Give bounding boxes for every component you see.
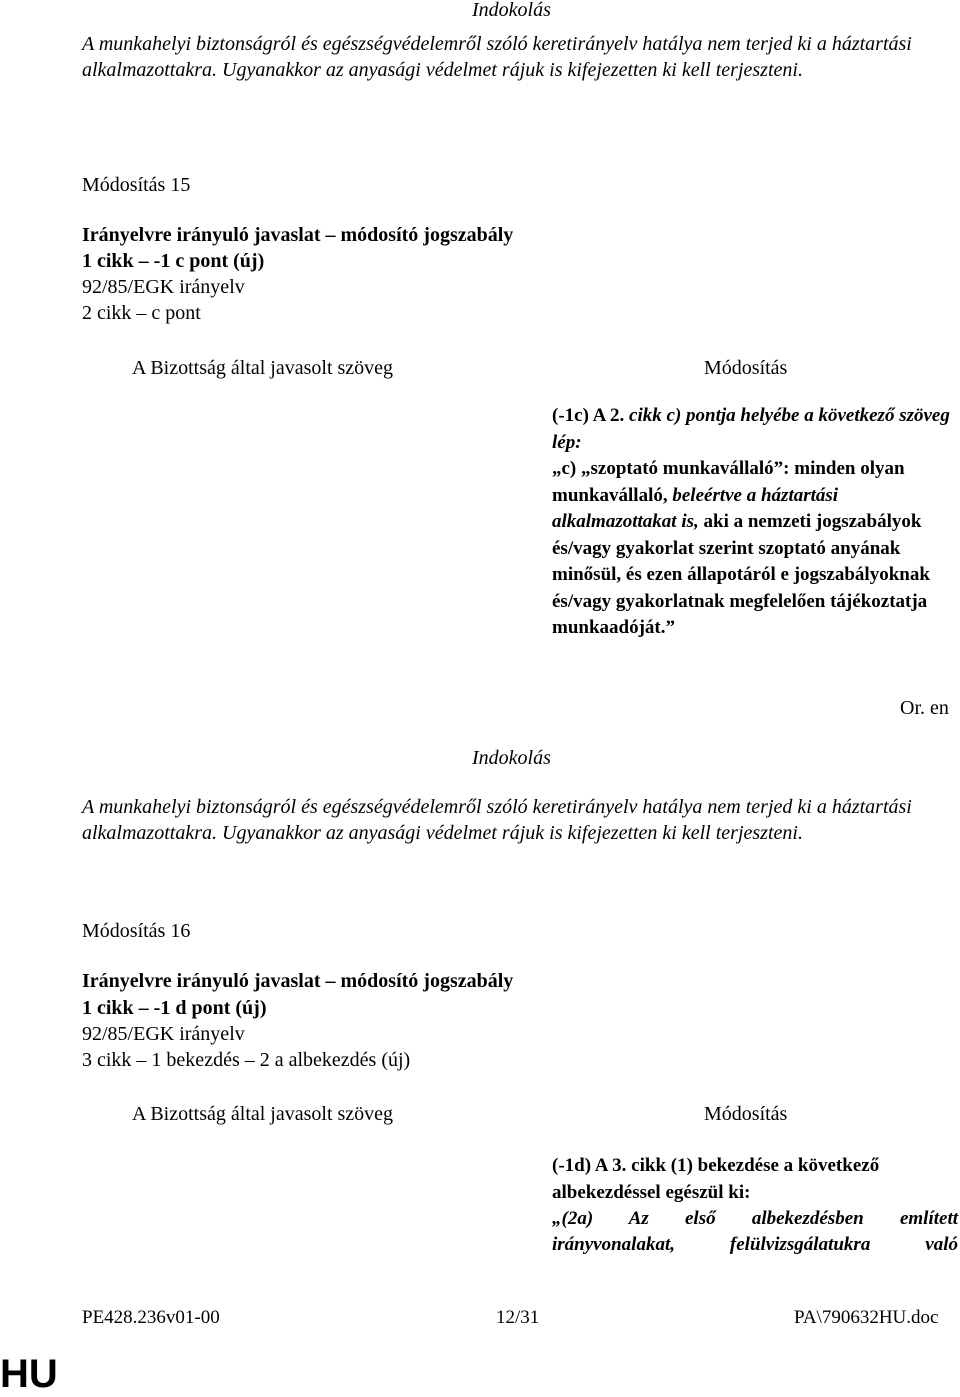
justification-text-rest: Ugyanakkor az anyasági védelmet rájuk is kifejezetten ki kell terjeszteni. <box>217 59 803 81</box>
amendment-15-col-right: Módosítás <box>704 357 788 379</box>
justification2-text-rest: Ugyanakkor az anyasági védelmet rájuk is kifejezetten ki kell terjeszteni. <box>217 822 803 844</box>
amendment-16-line4: 3 cikk – 1 bekezdés – 2 a albekezdés (új) <box>82 1049 411 1071</box>
footer-page-number: 12/31 <box>496 1307 540 1328</box>
amendment-15-body-p2b: beleértve a háztartási alkalmazottakat is, <box>552 484 839 532</box>
amendment-15-col-left: A Bizottság által javasolt szöveg <box>132 357 394 379</box>
amendment-15-body-p2c: aki a nemzeti jogszabályok és/vagy gyakorlat szerint szoptató anyának minősül, és ezen állapotáról e jogszabályoknak és/vagy gyakorlatnak megfelelően tájékoztatja munkaadóját.” <box>552 511 930 638</box>
amendment-15-body-p1a: (-1c) A 2. <box>552 405 630 426</box>
footer-file-name: PA\790632HU.doc <box>794 1307 939 1328</box>
amendment-16-title: Módosítás 16 <box>82 920 191 942</box>
footer-doc-ref: PE428.236v01-00 <box>82 1307 220 1328</box>
justification-heading: Indokolás <box>472 0 551 21</box>
amendment-15-line3: 92/85/EGK irányelv <box>82 276 245 298</box>
amendment-16-col-right: Módosítás <box>704 1103 788 1125</box>
amendment-15-line4: 2 cikk – c pont <box>82 302 201 324</box>
amendment-16-line3: 92/85/EGK irányelv <box>82 1023 245 1045</box>
justification-text-italic: A munkahelyi biztonságról és egészségvédelemről szóló keretirányelv hatálya nem terjed ki a háztartási alkalmazottakra. <box>82 33 912 81</box>
amendment-16-line2: 1 cikk – -1 d pont (új) <box>82 997 267 1019</box>
justification-text <box>82 31 960 83</box>
justification2-text <box>82 794 960 846</box>
amendment-15-line1: Irányelvre irányuló javaslat – módosító jogszabály <box>82 224 514 246</box>
amendment-15-line2: 1 cikk – -1 c pont (új) <box>82 250 265 272</box>
amendment-15-body-p1b: cikk c) pontja helyébe a következő szöveg lép: <box>552 405 950 453</box>
amendment-16-body-p1: (-1d) A 3. cikk (1) bekezdése a következő albekezdéssel egészül ki: <box>552 1155 880 1203</box>
amendment-16-line1: Irányelvre irányuló javaslat – módosító jogszabály <box>82 970 514 992</box>
justification2-heading: Indokolás <box>472 747 551 769</box>
original-language: Or. en <box>900 697 949 719</box>
justification2-text-italic: A munkahelyi biztonságról és egészségvédelemről szóló keretirányelv hatálya nem terjed ki a háztartási alkalmazottakra. <box>82 796 912 844</box>
amendment-16-col-left: A Bizottság által javasolt szöveg <box>132 1103 394 1125</box>
amendment-15-body-p2a: „c) „szoptató munkavállaló”: minden olyan munkavállaló, <box>552 458 905 506</box>
amendment-15-body-p2 <box>552 456 958 642</box>
language-code: HU <box>0 1352 58 1396</box>
amendment-16-body-p2-line1: „(2a) Az első albekezdésben említett <box>552 1208 958 1229</box>
amendment-15-body-p1 <box>552 403 958 456</box>
amendment-16-body-p2-line2: irányvonalakat, felülvizsgálatukra való <box>552 1234 958 1255</box>
amendment-15-title: Módosítás 15 <box>82 174 191 196</box>
